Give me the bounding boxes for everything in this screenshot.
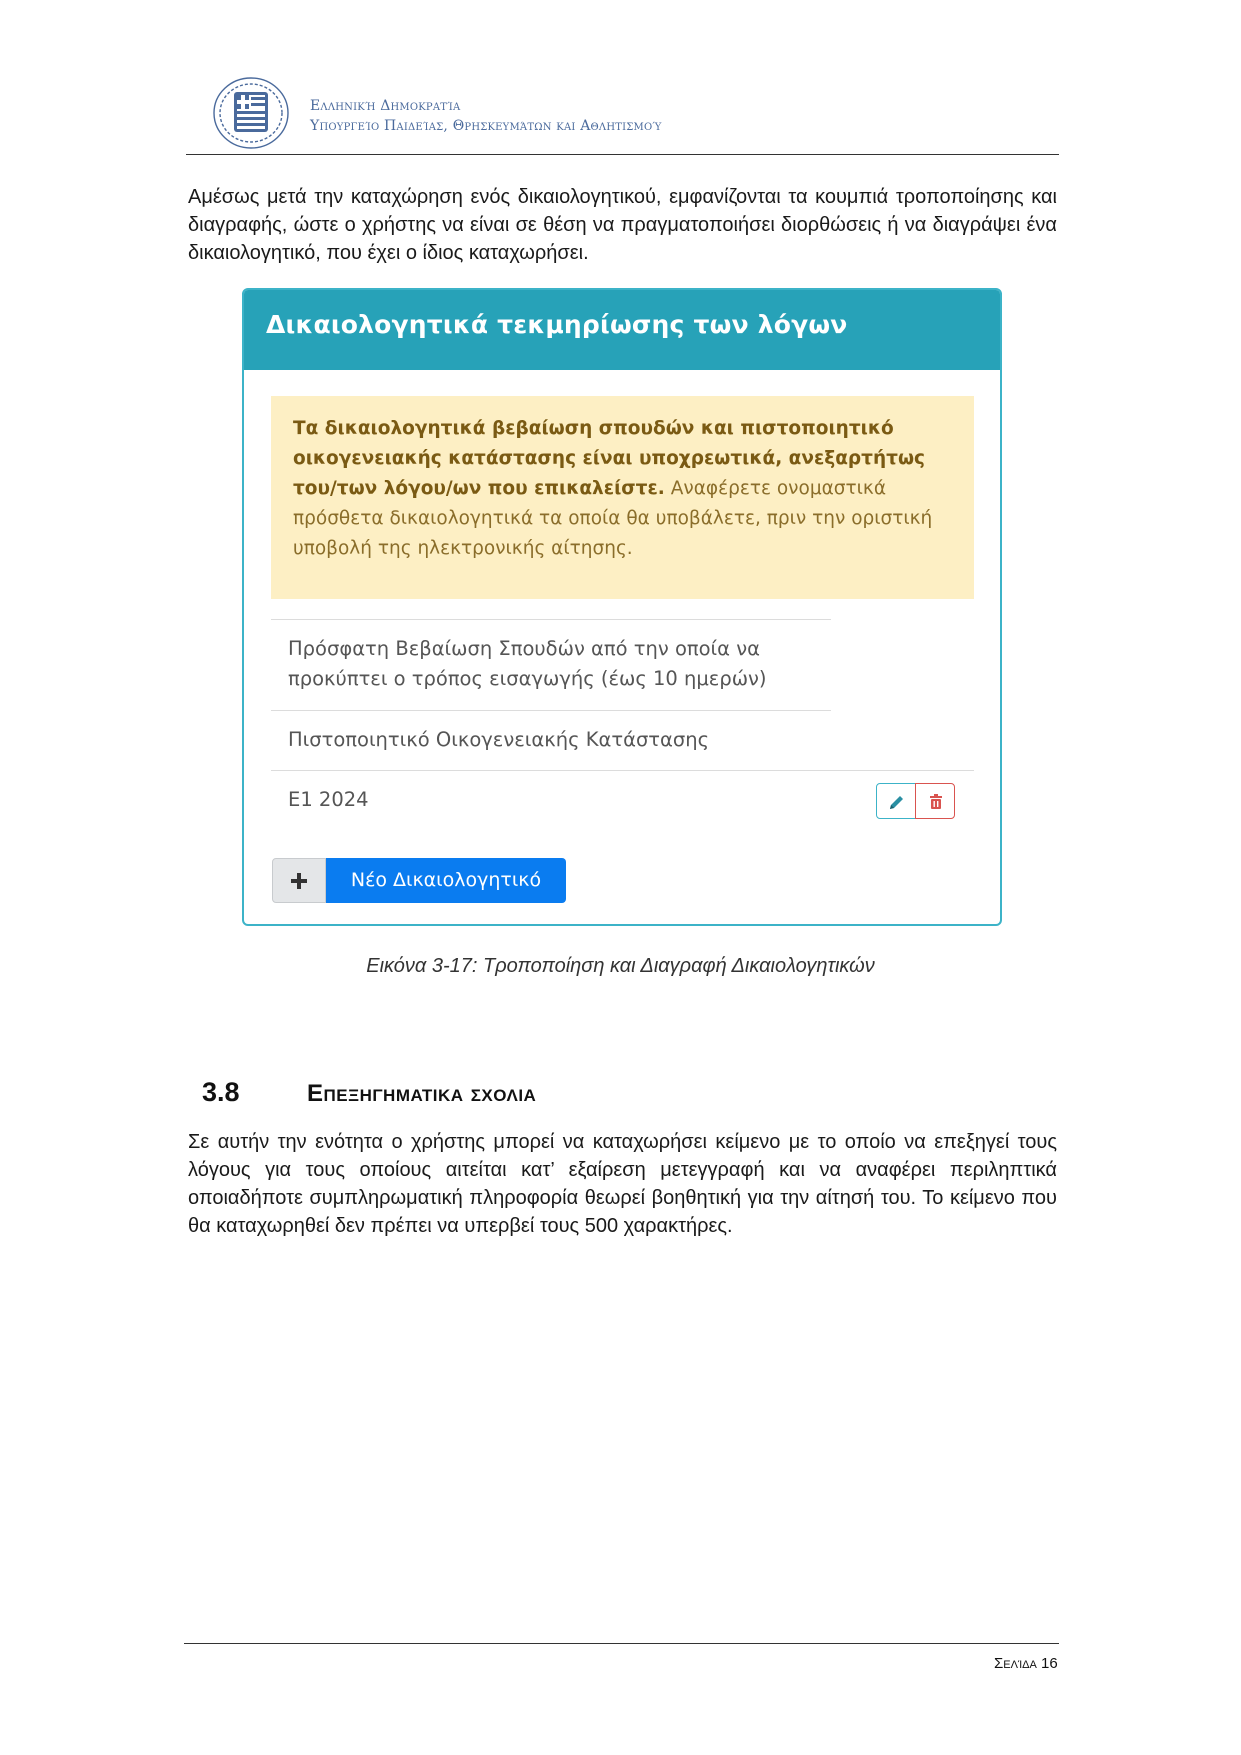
- header-title: [310, 96, 662, 136]
- greek-coat-of-arms-logo: [212, 76, 290, 150]
- required-documents-alert: [271, 396, 974, 599]
- panel-title: Δικαιολογητικά τεκμηρίωσης των λόγων: [266, 310, 848, 339]
- section-number: 3.8: [202, 1077, 240, 1107]
- new-document-button[interactable]: Νέο Δικαιολογητικό: [326, 858, 566, 903]
- trash-icon: [926, 792, 946, 812]
- header-line-republic: Ελληνική Δημοκρατία: [310, 98, 461, 114]
- footer-divider: [184, 1643, 1059, 1644]
- header-line-ministry: Υπουργείο Παιδείας, Θρησκευμάτων και Αθλητισμού: [310, 118, 662, 134]
- document-row: Πρόσφατη Βεβαίωση Σπουδών από την οποία να προκύπτει ο τρόπος εισαγωγής (έως 10 ημερών): [271, 619, 831, 710]
- page-header: [186, 72, 1059, 155]
- alert-bold-text: Τα δικαιολογητικά βεβαίωση σπουδών και πιστοποιητικό οικογενειακής κατάστασης είναι υποχρεωτικά, ανεξαρτήτως του/των λόγου/ων που επικαλείστε.: [293, 418, 925, 499]
- edit-button[interactable]: [876, 783, 916, 819]
- document-row-editable: Ε1 2024: [271, 770, 974, 840]
- section-title: Επεξηγηματικα σχολια: [307, 1080, 537, 1107]
- intro-paragraph: Αμέσως μετά την καταχώρηση ενός δικαιολογητικού, εμφανίζονται τα κουμπιά τροποποίησης και διαγραφής, ώστε ο χρήστης να είναι σε θέση να πραγματοποιήσει διορθώσεις ή να διαγράψει ένα δικαιολογητικό, που έχει ο ίδιος καταχωρήσει.: [188, 186, 1057, 264]
- add-button[interactable]: [272, 858, 326, 903]
- delete-button[interactable]: [915, 783, 955, 819]
- pencil-icon: [887, 792, 907, 812]
- plus-icon: [290, 872, 308, 890]
- page-number: Σελίδα 16: [994, 1655, 1058, 1672]
- documents-panel: [242, 288, 1002, 926]
- section-paragraph: Σε αυτήν την ενότητα ο χρήστης μπορεί να καταχωρήσει κείμενο με το οποίο να επεξηγεί τους λόγους για τους οποίους αιτείται κατ’ εξαίρεση μετεγγραφή και να αναφέρει περιληπτικά οποιαδήποτε συμπληρωματική πληροφορία θεωρεί βοηθητική για την αίτησή του. Το κείμενο που θα καταχωρηθεί δεν πρέπει να υπερβεί τους 500 χαρακτήρες.: [188, 1131, 1057, 1237]
- figure-caption: Εικόνα 3-17: Τροποποίηση και Διαγραφή Δικαιολογητικών: [366, 955, 875, 977]
- alert-text: Αναφέρετε ονομαστικά πρόσθετα δικαιολογητικά τα οποία θα υποβάλετε, πριν την οριστική υποβολή της ηλεκτρονικής αίτησης.: [293, 478, 933, 559]
- panel-header: [244, 290, 1000, 370]
- document-row: Πιστοποιητικό Οικογενειακής Κατάστασης: [271, 710, 831, 770]
